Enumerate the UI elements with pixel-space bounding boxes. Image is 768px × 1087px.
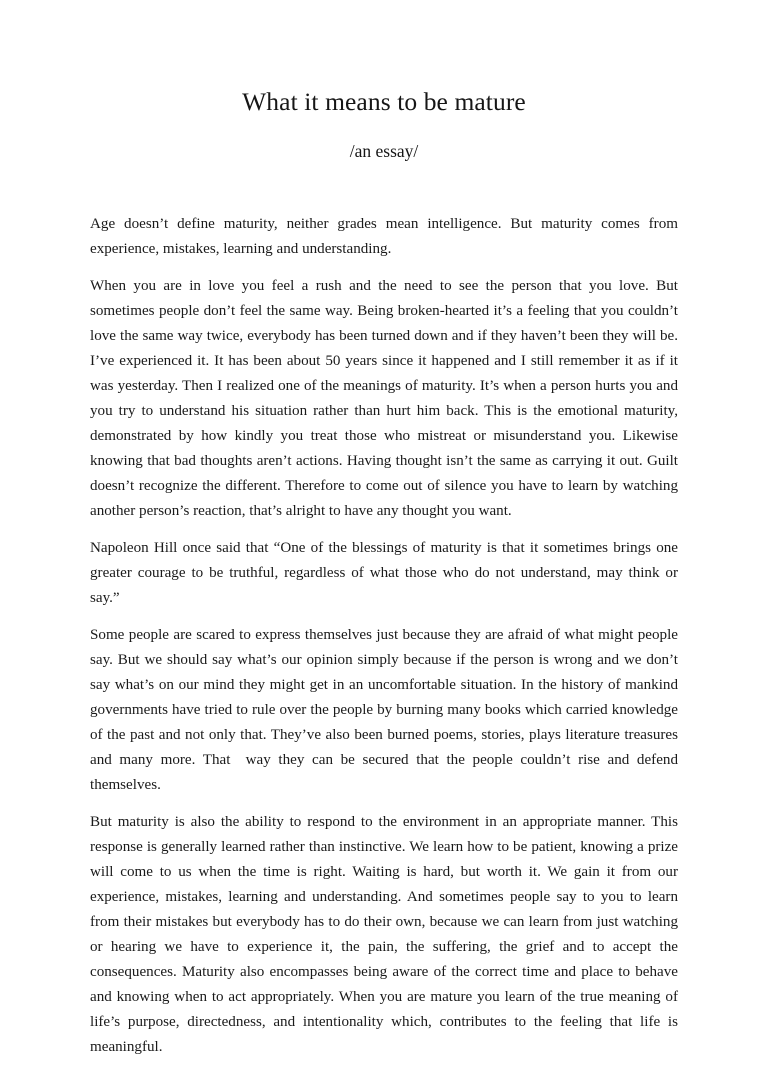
- document-content: [90, 0, 682, 1060]
- paragraph: When you are in love you feel a rush and the need to see the person that you love. But sometimes people don’t feel the same way. Being broken-hearted it’s a feeling that you couldn’t love the same way twice, everybody has been turned down and if they haven’t been they will be. I’ve experienced it. It has been about 50 years since it happened and I still remember it as if it was yesterday. Then I realized one of the meanings of maturity. It’s when a person hurts you and you try to understand his situation rather than hurt him back. This is the emotional maturity, demonstrated by how kindly you treat those who mistreat or misunderstand you. Likewise knowing that bad thoughts aren’t actions. Having thought isn’t the same as carrying it out. Guilt doesn’t recognize the different. Therefore to come out of silence you have to learn by watching another person’s reaction, that’s alright to have any thought you want.: [90, 277, 682, 519]
- paragraph: Some people are scared to express themselves just because they are afraid of what might people say. But we should say what’s our opinion simply because if the person is wrong and we don’t say what’s on our mind they might get in an uncomfortable situation. In the history of mankind governments have tried to rule over the people by burning many books which carried knowledge of the past and not only that. They’ve also been burned poems, stories, plays literature treasures and many more. That way they can be secured that the people couldn’t rise and defend themselves.: [90, 626, 682, 793]
- paragraph: But maturity is also the ability to respond to the environment in an appropriate manner. This response is generally learned rather than instinctive. We learn how to be patient, knowing a prize will come to us when the time is right. Waiting is hard, but worth it. We gain it from our experience, mistakes, learning and understanding. And sometimes people say to you to learn from their mistakes but everybody has to do their own, because we can learn from just watching or hearing we have to experience it, the pain, the suffering, the grief and to accept the consequences. Maturity also encompasses being aware of the correct time and place to behave and knowing when to act appropriately. When you are mature you learn of the true meaning of life’s purpose, directedness, and intentionality which, contributes to the feeling that life is meaningful.: [90, 813, 682, 1055]
- essay-body: [90, 163, 682, 1060]
- paragraph: Age doesn’t define maturity, neither grades mean intelligence. But maturity comes from experience, mistakes, learning and understanding.: [90, 215, 682, 257]
- page-subtitle: /an essay/: [349, 140, 419, 161]
- page-title: What it means to be mature: [242, 87, 526, 116]
- paragraph: Napoleon Hill once said that “One of the blessings of maturity is that it sometimes brings one greater courage to be truthful, regardless of what those who do not understand, may think or say.”: [90, 539, 682, 606]
